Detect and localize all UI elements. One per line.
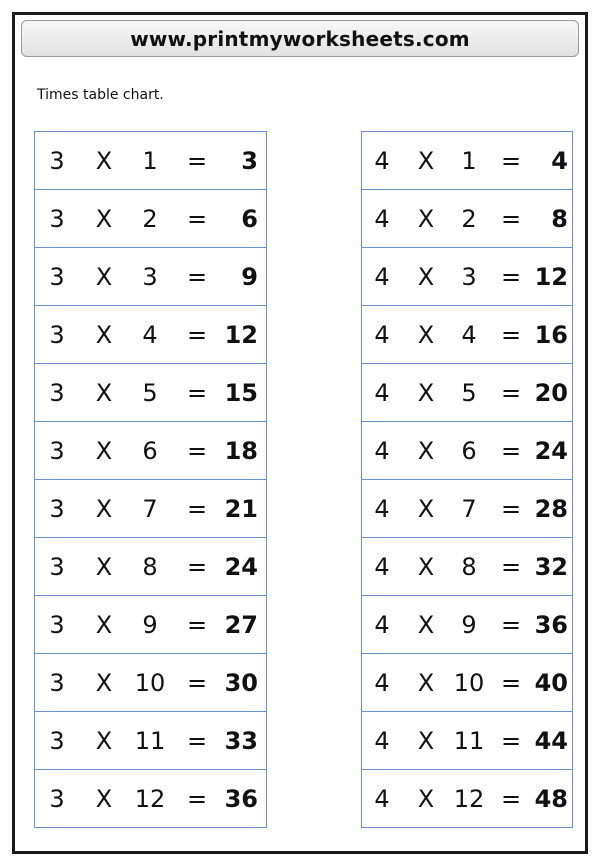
table-row <box>362 422 572 480</box>
times-sign: X <box>417 146 435 175</box>
times-table-3 <box>34 131 267 828</box>
equals-sign: = <box>500 668 522 697</box>
product-cell: 44 <box>534 726 568 755</box>
operand-cell: 1 <box>142 146 158 175</box>
product-cell: 27 <box>224 610 258 639</box>
operand-cell: 12 <box>453 784 485 813</box>
times-sign: X <box>417 552 435 581</box>
equals-sign: = <box>500 552 522 581</box>
multiplier-cell: 4 <box>374 784 390 813</box>
equals-sign: = <box>500 378 522 407</box>
operand-cell: 1 <box>461 146 477 175</box>
equals-sign: = <box>186 668 208 697</box>
table-row <box>362 712 572 770</box>
site-banner: www.printmyworksheets.com <box>21 20 579 57</box>
times-sign: X <box>417 494 435 523</box>
table-row <box>362 364 572 422</box>
operand-cell: 2 <box>461 204 477 233</box>
multiplier-cell: 3 <box>49 552 65 581</box>
operand-cell: 4 <box>461 320 477 349</box>
times-sign: X <box>95 204 113 233</box>
multiplier-cell: 4 <box>374 436 390 465</box>
table-row <box>35 190 266 248</box>
operand-cell: 6 <box>142 436 158 465</box>
table-row <box>35 480 266 538</box>
product-cell: 8 <box>551 204 568 233</box>
table-row <box>362 538 572 596</box>
table-row <box>362 654 572 712</box>
equals-sign: = <box>186 146 208 175</box>
times-sign: X <box>417 320 435 349</box>
equals-sign: = <box>500 146 522 175</box>
times-sign: X <box>95 784 113 813</box>
worksheet-frame <box>12 12 588 854</box>
table-row <box>362 596 572 654</box>
table-row <box>362 480 572 538</box>
times-sign: X <box>417 784 435 813</box>
equals-sign: = <box>186 494 208 523</box>
operand-cell: 11 <box>453 726 485 755</box>
operand-cell: 4 <box>142 320 158 349</box>
multiplier-cell: 3 <box>49 204 65 233</box>
equals-sign: = <box>186 610 208 639</box>
product-cell: 28 <box>534 494 568 523</box>
operand-cell: 12 <box>134 784 166 813</box>
equals-sign: = <box>186 378 208 407</box>
table-row <box>35 364 266 422</box>
equals-sign: = <box>500 784 522 813</box>
product-cell: 32 <box>534 552 568 581</box>
multiplier-cell: 4 <box>374 552 390 581</box>
times-sign: X <box>95 436 113 465</box>
product-cell: 6 <box>241 204 258 233</box>
product-cell: 36 <box>224 784 258 813</box>
equals-sign: = <box>186 726 208 755</box>
multiplier-cell: 3 <box>49 726 65 755</box>
table-row <box>362 248 572 306</box>
equals-sign: = <box>500 436 522 465</box>
times-sign: X <box>417 610 435 639</box>
table-row <box>35 306 266 364</box>
multiplier-cell: 4 <box>374 262 390 291</box>
table-row <box>35 248 266 306</box>
times-sign: X <box>95 726 113 755</box>
operand-cell: 9 <box>142 610 158 639</box>
times-sign: X <box>95 668 113 697</box>
multiplier-cell: 4 <box>374 668 390 697</box>
multiplier-cell: 3 <box>49 262 65 291</box>
table-row <box>362 306 572 364</box>
times-sign: X <box>95 610 113 639</box>
product-cell: 16 <box>534 320 568 349</box>
times-sign: X <box>417 378 435 407</box>
product-cell: 24 <box>224 552 258 581</box>
product-cell: 4 <box>551 146 568 175</box>
table-row <box>362 132 572 190</box>
product-cell: 36 <box>534 610 568 639</box>
table-row <box>35 132 266 190</box>
equals-sign: = <box>500 726 522 755</box>
equals-sign: = <box>186 784 208 813</box>
operand-cell: 9 <box>461 610 477 639</box>
multiplier-cell: 4 <box>374 494 390 523</box>
multiplier-cell: 4 <box>374 726 390 755</box>
multiplier-cell: 3 <box>49 494 65 523</box>
operand-cell: 10 <box>134 668 166 697</box>
product-cell: 18 <box>224 436 258 465</box>
operand-cell: 6 <box>461 436 477 465</box>
equals-sign: = <box>186 320 208 349</box>
table-row <box>35 422 266 480</box>
times-sign: X <box>417 204 435 233</box>
operand-cell: 10 <box>453 668 485 697</box>
table-row <box>35 770 266 827</box>
product-cell: 20 <box>534 378 568 407</box>
multiplier-cell: 4 <box>374 204 390 233</box>
multiplier-cell: 4 <box>374 610 390 639</box>
operand-cell: 11 <box>134 726 166 755</box>
product-cell: 3 <box>241 146 258 175</box>
table-row <box>35 654 266 712</box>
equals-sign: = <box>500 204 522 233</box>
times-sign: X <box>417 668 435 697</box>
equals-sign: = <box>500 494 522 523</box>
multiplier-cell: 4 <box>374 146 390 175</box>
multiplier-cell: 3 <box>49 610 65 639</box>
operand-cell: 2 <box>142 204 158 233</box>
times-sign: X <box>417 726 435 755</box>
times-sign: X <box>95 146 113 175</box>
operand-cell: 5 <box>142 378 158 407</box>
times-sign: X <box>417 436 435 465</box>
table-row <box>362 190 572 248</box>
multiplier-cell: 3 <box>49 436 65 465</box>
product-cell: 12 <box>534 262 568 291</box>
equals-sign: = <box>500 320 522 349</box>
operand-cell: 7 <box>461 494 477 523</box>
product-cell: 30 <box>224 668 258 697</box>
table-row <box>35 596 266 654</box>
operand-cell: 5 <box>461 378 477 407</box>
times-sign: X <box>95 552 113 581</box>
product-cell: 12 <box>224 320 258 349</box>
worksheet-caption: Times table chart. <box>37 87 164 103</box>
operand-cell: 8 <box>142 552 158 581</box>
operand-cell: 3 <box>461 262 477 291</box>
operand-cell: 3 <box>142 262 158 291</box>
times-table-4 <box>361 131 573 828</box>
equals-sign: = <box>186 436 208 465</box>
equals-sign: = <box>186 262 208 291</box>
multiplier-cell: 3 <box>49 320 65 349</box>
operand-cell: 8 <box>461 552 477 581</box>
equals-sign: = <box>186 204 208 233</box>
product-cell: 33 <box>224 726 258 755</box>
product-cell: 15 <box>224 378 258 407</box>
times-sign: X <box>95 320 113 349</box>
times-sign: X <box>95 262 113 291</box>
product-cell: 21 <box>224 494 258 523</box>
product-cell: 48 <box>534 784 568 813</box>
table-row <box>362 770 572 827</box>
multiplier-cell: 3 <box>49 146 65 175</box>
times-sign: X <box>417 262 435 291</box>
multiplier-cell: 4 <box>374 320 390 349</box>
table-row <box>35 538 266 596</box>
multiplier-cell: 3 <box>49 378 65 407</box>
multiplier-cell: 3 <box>49 784 65 813</box>
times-sign: X <box>95 378 113 407</box>
equals-sign: = <box>500 610 522 639</box>
equals-sign: = <box>500 262 522 291</box>
product-cell: 40 <box>534 668 568 697</box>
operand-cell: 7 <box>142 494 158 523</box>
product-cell: 24 <box>534 436 568 465</box>
multiplier-cell: 3 <box>49 668 65 697</box>
product-cell: 9 <box>241 262 258 291</box>
multiplier-cell: 4 <box>374 378 390 407</box>
times-sign: X <box>95 494 113 523</box>
table-row <box>35 712 266 770</box>
equals-sign: = <box>186 552 208 581</box>
